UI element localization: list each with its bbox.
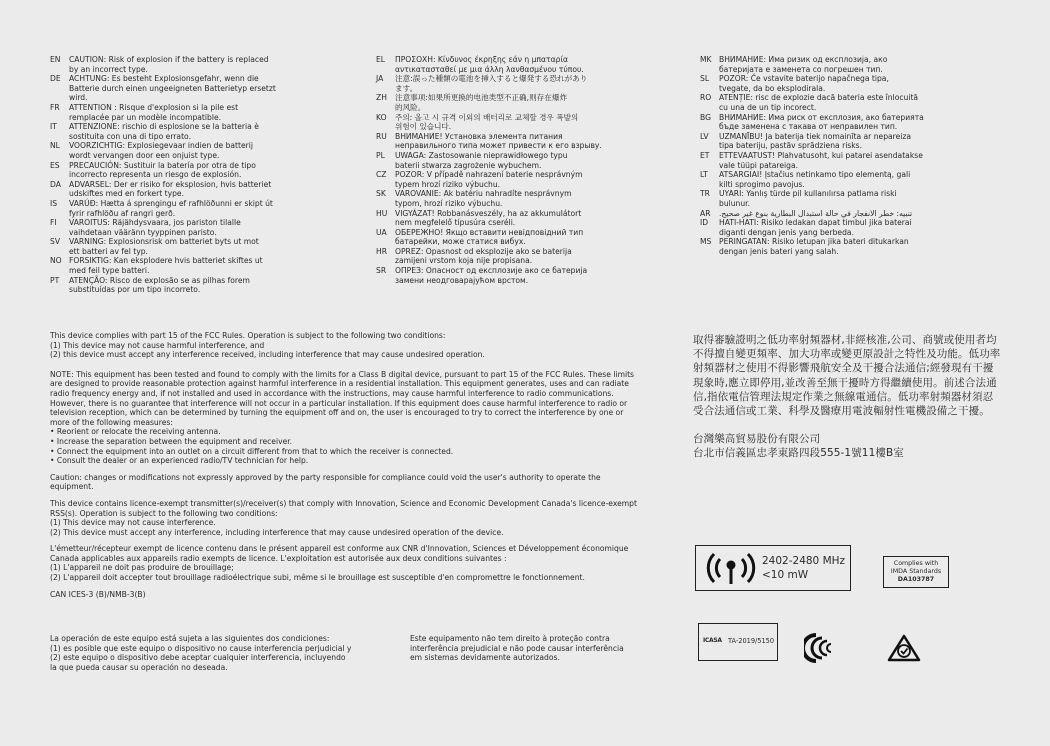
fcc-part15-statement: This device complies with part 15 of the FCC Rules. Operation is subject to the following two conditions: (1) This device may not cause harmful interference, and (2) this device must accept any interference received, including interference that may cause undesired operation. bbox=[50, 331, 485, 360]
warning-row-ja bbox=[376, 74, 666, 93]
taiwan-company: 台灣樂高貿易股份有限公司 bbox=[693, 433, 821, 446]
warning-text: 注意事项:如果所更换的电池类型不正确,则存在爆炸 的风险。 bbox=[395, 93, 568, 112]
icasa-label bbox=[698, 623, 778, 661]
footer-portuguese-statement: Este equipamento não tem direito à proteção contra interferência prejudicial e não pode causar interferência em sistemas devidamente autorizados. bbox=[410, 634, 624, 663]
warning-text: ΠΡΟΣΟΧΗ: Κίνδυνος έκρηξης εάν η μπαταρία αντικατασταθεί με μια άλλη λανθασμένου τύπου. bbox=[395, 55, 584, 74]
warning-text: ACHTUNG: Es besteht Explosionsgefahr, wenn die Batterie durch einen ungeeigneten Batterietyp ersetzt wird. bbox=[69, 74, 276, 103]
fcc-class-b-note: NOTE: This equipment has been tested and found to comply with the limits for a Class B digital device, pursuant to part 15 of the FCC Rules. These limits are designed to provide reasonable protection against harmful interference in a residential installation. This equipment generates, uses and can radiate radio frequency energy and, if not installed and used in accordance with the instructions, may cause harmful interference to radio communications. However, there is no guarantee that interference will not occur in a particular installation. If this equipment does cause harmful interference to radio or television reception, which can be determined by turning the equipment off and on, the user is encouraged to try to correct the interference by one or more of the following measures: • Reorient or relocate the receiving antenna. • Increase the separation between the equipment and receiver. • Connect the equipment into an outlet on a circuit different from that to which the receiver is connected. • Consult the dealer or an experienced radio/TV technician for help. bbox=[50, 369, 635, 466]
warning-text: HATI-HATI: Risiko ledakan dapat timbul jika baterai diganti dengan jenis yang berbeda. bbox=[719, 218, 912, 237]
language-code: DA bbox=[50, 179, 61, 189]
imda-id: DA103787 bbox=[897, 576, 935, 583]
warning-text: ATSARGIAI! Įstačius netinkamo tipo elementą, gali kilti sprogimo pavojus. bbox=[719, 170, 911, 189]
can-ices-label: CAN ICES-3 (B)/NMB-3(B) bbox=[50, 589, 146, 599]
rf-wireless-icon bbox=[702, 546, 760, 590]
language-code: JA bbox=[376, 74, 384, 84]
warning-row-en bbox=[50, 55, 340, 74]
ised-statement-en: This device contains licence-exempt transmitter(s)/receiver(s) that comply with Innovation, Science and Economic Development Canada's licence-exempt RSS(s). Operation is subject to the following two conditions: (1) This device may not cause interference. (2) This device must accept any interference, including interference that may cause undesired operation of the device. bbox=[50, 498, 637, 537]
warning-text: 注意:誤った種類の電池を挿入すると爆発する恐れがあり ます。 bbox=[395, 74, 588, 93]
footer-spanish-statement: La operación de este equipo está sujeta a las siguientes dos condiciones: (1) es posible que este equipo o dispositivo no cause interferencia perjudicial y (2) este equipo o dispositivo debe aceptar cualquier interferencia, incluyendo la que pueda causar su operación no deseada. bbox=[50, 634, 352, 672]
ised-statement-fr: L'émetteur/récepteur exempt de licence contenu dans le présent appareil est conforme aux CNR d'Innovation, Sciences et Développement économique Canada applicables aux appareils radio exempts de licence. L'exploitation est autorisée aux deux conditions suivantes : (1) L'appareil ne doit pas produire de brouillage; (2) L'appareil doit accepter tout brouillage radioélectrique subi, même si le brouillage est susceptible d'en compromettre le fonctionnement. bbox=[50, 544, 629, 583]
language-code: EL bbox=[376, 55, 386, 64]
warning-row-el bbox=[376, 55, 666, 74]
warning-row-bg bbox=[700, 113, 1000, 132]
icasa-ta-number: TA-2019/5150 bbox=[728, 637, 775, 645]
warning-text: VARNING: Explosionsrisk om batteriet byts ut mot ett batteri av fel typ. bbox=[69, 237, 259, 256]
warning-row-hr bbox=[376, 247, 666, 266]
warning-row-tr bbox=[700, 189, 1000, 208]
warnings-column-1 bbox=[50, 55, 340, 295]
language-code: SL bbox=[700, 74, 710, 84]
rf-mark-box bbox=[695, 545, 851, 591]
warning-row-nl bbox=[50, 141, 340, 160]
language-code: DE bbox=[50, 74, 61, 84]
warning-text: ATTENZIONE: rischio di esplosione se la batteria è sostituita con una di tipo errato. bbox=[69, 122, 259, 141]
warning-text: VARÚÐ: Hætta á sprengingu ef rafhlöðunni er skipt út fyrir rafhlöðu af rangri gerð. bbox=[69, 198, 273, 218]
language-code: MK bbox=[700, 55, 712, 64]
language-code: KO bbox=[376, 112, 387, 122]
warning-text: VAROITUS: Räjähdysvaara, jos pariston tilalle vaihdetaan vääränn tyyppinen paristo. bbox=[69, 218, 241, 237]
warning-row-mk bbox=[700, 55, 1000, 74]
language-code: LT bbox=[700, 170, 708, 180]
warning-text: ATTENTION : Risque d'explosion si la pile est remplacée par un modèle incompatible. bbox=[69, 102, 239, 122]
language-code: AR bbox=[700, 208, 711, 218]
warning-text: ETTEVAATUST! Plahvatusoht, kui patarei asendatakse vale tüüpi patareiga. bbox=[719, 150, 923, 170]
warning-row-id bbox=[700, 218, 1000, 237]
imda-line-2: IMDA Standards bbox=[890, 568, 942, 575]
language-code: CZ bbox=[376, 170, 387, 180]
language-code: FI bbox=[50, 218, 57, 228]
language-code: EN bbox=[50, 55, 61, 64]
warning-row-da bbox=[50, 180, 340, 199]
warning-text: POZOR: V případě nahrazení baterie nesprávným typem hrozí riziko výbuchu. bbox=[395, 170, 583, 189]
warning-row-zh bbox=[376, 93, 666, 112]
warning-row-ms bbox=[700, 237, 1000, 256]
warning-row-it bbox=[50, 122, 340, 141]
warning-text: FORSIKTIG: Kan eksplodere hvis batteriet skiftes ut med feil type batteri. bbox=[69, 256, 263, 276]
language-code: SR bbox=[376, 266, 387, 276]
language-code: RU bbox=[376, 131, 387, 141]
warning-text: ATENȚIE: risc de explozie dacă bateria este înlocuită cu una de un tip incorect. bbox=[719, 93, 919, 112]
warnings-column-3 bbox=[700, 55, 1000, 256]
language-code: LV bbox=[700, 131, 709, 141]
warning-text: ВНИМАНИЕ: Има риск от експлозия, ако батерията бъде заменена с такава от неправилен тип. bbox=[719, 112, 924, 132]
compliance-triangle-icon bbox=[886, 633, 922, 663]
warning-text: ATENÇÃO: Risco de explosão se as pilhas forem substituídas por um tipo incorreto. bbox=[69, 275, 250, 295]
language-code: UA bbox=[376, 227, 387, 237]
language-code: ET bbox=[700, 150, 710, 160]
warning-row-lt bbox=[700, 170, 1000, 189]
warning-row-fr bbox=[50, 103, 340, 122]
warning-text: تنبيه: خطر الانفجار في حالة استبدال البطارية بنوع غير صحيح. bbox=[719, 208, 913, 218]
language-code: MS bbox=[700, 237, 712, 247]
warning-text: PRECAUCIÓN: Sustituir la batería por otra de tipo incorrecto representa un riesgo de explosión. bbox=[69, 160, 256, 180]
warning-row-cz bbox=[376, 170, 666, 189]
warning-text: UYARI: Yanlış türde pil kullanılırsa patlama riski bulunur. bbox=[719, 189, 897, 208]
language-code: SK bbox=[376, 189, 386, 199]
warning-row-pl bbox=[376, 151, 666, 170]
language-code: ES bbox=[50, 160, 60, 170]
language-code: HU bbox=[376, 208, 388, 218]
language-code: ID bbox=[700, 218, 709, 228]
imda-label bbox=[883, 556, 949, 588]
warning-row-hu bbox=[376, 209, 666, 228]
warning-row-ru bbox=[376, 132, 666, 151]
language-code: NL bbox=[50, 141, 60, 151]
warning-row-ko bbox=[376, 113, 666, 132]
imda-line-1: Complies with bbox=[893, 560, 939, 567]
warnings-column-2 bbox=[376, 55, 666, 285]
taiwan-ncc-statement bbox=[693, 333, 1003, 461]
warning-text: CAUTION: Risk of explosion if the battery is replaced by an incorrect type. bbox=[69, 55, 269, 74]
language-code: IS bbox=[50, 198, 58, 208]
warning-text: OPREZ: Opasnost od eksplozije ako se baterija zamijeni vrstom koja nije propisana. bbox=[395, 246, 572, 266]
warning-row-ro bbox=[700, 93, 1000, 112]
warning-row-sk bbox=[376, 189, 666, 208]
warning-text: UZMANĪBU! Ja baterija tiek nomainīta ar nepareiza tipa bateriju, pastāv sprādziena risks. bbox=[719, 131, 912, 151]
rf-power: <10 mW bbox=[762, 569, 809, 581]
warning-row-et bbox=[700, 151, 1000, 170]
warning-row-lv bbox=[700, 132, 1000, 151]
rf-frequency: 2402-2480 MHz bbox=[762, 555, 846, 567]
warning-text: POZOR: Če vstavite baterijo napačnega tipa, tvegate, da bo eksplodirala. bbox=[719, 74, 889, 93]
warning-text: ADVARSEL: Der er risiko for eksplosion, hvis batteriet udskiftes med en forkert type. bbox=[69, 179, 272, 199]
language-code: FR bbox=[50, 102, 60, 112]
warning-text: ОБЕРЕЖНО! Якщо вставити невідповідний тип батарейки, може статися вибух. bbox=[395, 227, 584, 247]
warning-text: PERINGATAN: Risiko letupan jika bateri ditukarkan dengan jenis bateri yang salah. bbox=[719, 237, 909, 256]
warning-text: VIGYÁZAT! Robbanásveszély, ha az akkumulátort nem megfelelő típusúra cseréli. bbox=[395, 208, 582, 228]
fcc-ised-statements bbox=[50, 331, 675, 606]
warning-text: 주의: 올고 시 규격 이외의 배터리로 교체할 경우 폭발의 위험이 있습니다. bbox=[395, 112, 579, 132]
warning-row-ua bbox=[376, 228, 666, 247]
warning-row-ar bbox=[700, 209, 1000, 219]
language-code: IT bbox=[50, 122, 57, 132]
warning-text: ОПРЕЗ: Опасност од експлозије ако се батерија замени неодговарајућом врстом. bbox=[395, 266, 588, 285]
language-code: HR bbox=[376, 246, 387, 256]
warning-text: VOORZICHTIG: Explosiegevaar indien de batterij wordt vervangen door een onjuist type. bbox=[69, 141, 254, 160]
rcm-mark-icon bbox=[804, 632, 838, 664]
warning-row-sv bbox=[50, 237, 340, 256]
fcc-caution: Caution: changes or modifications not expressly approved by the party responsible for compliance could void the user's authority to operate the equipment. bbox=[50, 472, 601, 492]
icasa-logo: ICASA bbox=[703, 637, 722, 644]
language-code: RO bbox=[700, 93, 712, 103]
warning-text: VAROVANIE: Ak batériu nahradíte nesprávnym typom, hrozí riziko výbuchu. bbox=[395, 189, 572, 208]
warning-row-pt bbox=[50, 276, 340, 295]
warning-row-is bbox=[50, 199, 340, 218]
warning-text: UWAGA: Zastosowanie nieprawidłowego typu baterii stwarza zagrożenie wybuchem. bbox=[395, 150, 568, 170]
language-code: NO bbox=[50, 256, 62, 266]
language-code: BG bbox=[700, 112, 711, 122]
warning-row-sr bbox=[376, 266, 666, 285]
warning-text: ВНИМАНИЕ! Установка элемента питания неправильного типа может привести к его взрыву. bbox=[395, 131, 602, 151]
taiwan-ncc-text: 取得審驗證明之低功率射頻器材,非經核准,公司、商號或使用者均不得擅自變更頻率、加大功率或變更原設計之特性及功能。低功率射頻器材之使用不得影響飛航安全及干擾合法通信;經發現有干擾現象時,應立即停用,並改善至無干擾時方得繼續使用。前述合法通信,指依電信管理法規定作業之無線電通信。低功率射頻器材須忍受合法通信或工業、科學及醫療用電波輻射性電機設備之干擾。 bbox=[693, 334, 1001, 418]
language-code: ZH bbox=[376, 93, 387, 103]
language-code: PT bbox=[50, 275, 60, 285]
warning-row-sl bbox=[700, 74, 1000, 93]
language-code: PL bbox=[376, 150, 385, 160]
warning-text: ВНИМАНИЕ: Има ризик од експлозија, ако батеријата е заменета со погрешен тип. bbox=[719, 55, 888, 74]
taiwan-address: 台北市信義區忠孝東路四段555-1號11樓B室 bbox=[693, 447, 904, 460]
warning-row-de bbox=[50, 74, 340, 103]
language-code: TR bbox=[700, 189, 710, 199]
warning-row-es bbox=[50, 161, 340, 180]
warning-row-fi bbox=[50, 218, 340, 237]
warning-row-no bbox=[50, 256, 340, 275]
language-code: SV bbox=[50, 237, 61, 247]
